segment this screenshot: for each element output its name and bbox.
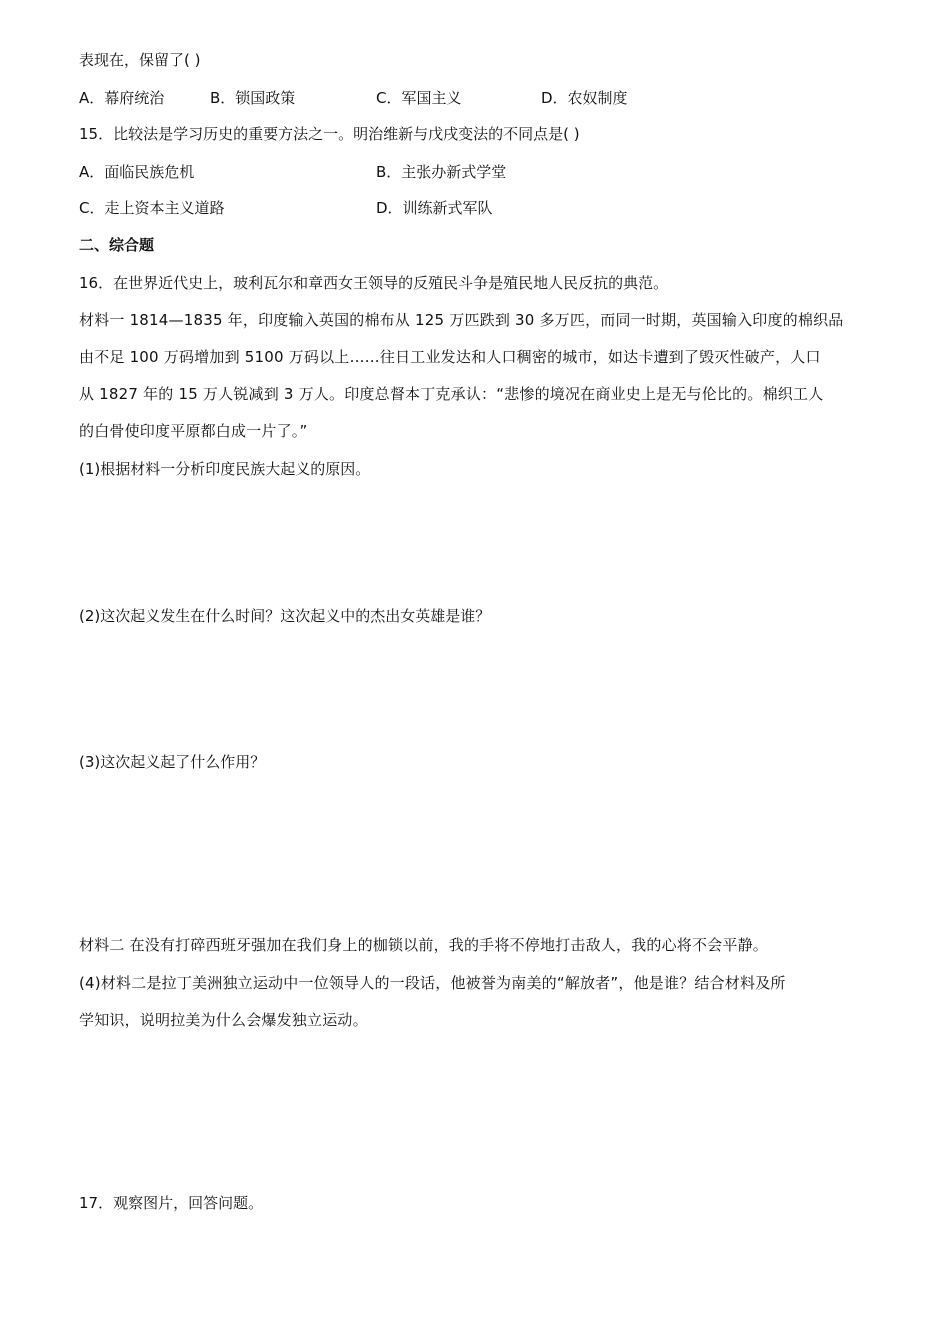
- q15-option-b: B．主张办新式学堂: [376, 163, 507, 181]
- q16-sub-question-1: (1)根据材料一分析印度民族大起义的原因。: [79, 460, 371, 478]
- q16-material2: 材料二 在没有打碎西班牙强加在我们身上的枷锁以前，我的手将不停地打击敌人，我的心将不会平静。: [79, 936, 768, 954]
- q16-material1-line: 的白骨使印度平原都白成一片了。”: [79, 422, 308, 440]
- q16-sub-question-4-line: 学知识，说明拉美为什么会爆发独立运动。: [79, 1011, 368, 1029]
- q16-stem: 16．在世界近代史上，玻利瓦尔和章西女王领导的反殖民斗争是殖民地人民反抗的典范。: [79, 274, 669, 292]
- q15-stem: 15．比较法是学习历史的重要方法之一。明治维新与戊戌变法的不同点是( ): [79, 125, 580, 143]
- q15-option-c: C．走上资本主义道路: [79, 199, 225, 217]
- q16-sub-question-4-line: (4)材料二是拉丁美洲独立运动中一位领导人的一段话，他被誉为南美的“解放者”，他是谁？结合材料及所: [79, 974, 786, 992]
- q15-option-d: D．训练新式军队: [376, 199, 493, 217]
- q16-sub-question-3: (3)这次起义起了什么作用？: [79, 753, 266, 771]
- q16-material1-line: 从 1827 年的 15 万人锐减到 3 万人。印度总督本丁克承认：“悲惨的境况在商业史上是无与伦比的。棉织工人: [79, 385, 824, 403]
- q14-option-c: C．军国主义: [376, 89, 462, 107]
- q15-option-a: A．面临民族危机: [79, 163, 195, 181]
- q14-option-b: B．锁国政策: [210, 89, 296, 107]
- q16-material1-line: 材料一 1814—1835 年，印度输入英国的棉布从 125 万匹跌到 30 多万匹，而同一时期，英国输入印度的棉织品: [79, 311, 844, 329]
- q14-option-a: A．幕府统治: [79, 89, 165, 107]
- q14-stem-tail: 表现在，保留了( ): [79, 51, 201, 69]
- q14-option-d: D．农奴制度: [541, 89, 628, 107]
- q16-sub-question-2: (2)这次起义发生在什么时间？这次起义中的杰出女英雄是谁？: [79, 607, 491, 625]
- q16-material1-line: 由不足 100 万码增加到 5100 万码以上……往日工业发达和人口稠密的城市，如达卡遭到了毁灭性破产，人口: [79, 348, 821, 366]
- q17-stem: 17．观察图片，回答问题。: [79, 1194, 264, 1212]
- section-title: 二、综合题: [79, 236, 155, 254]
